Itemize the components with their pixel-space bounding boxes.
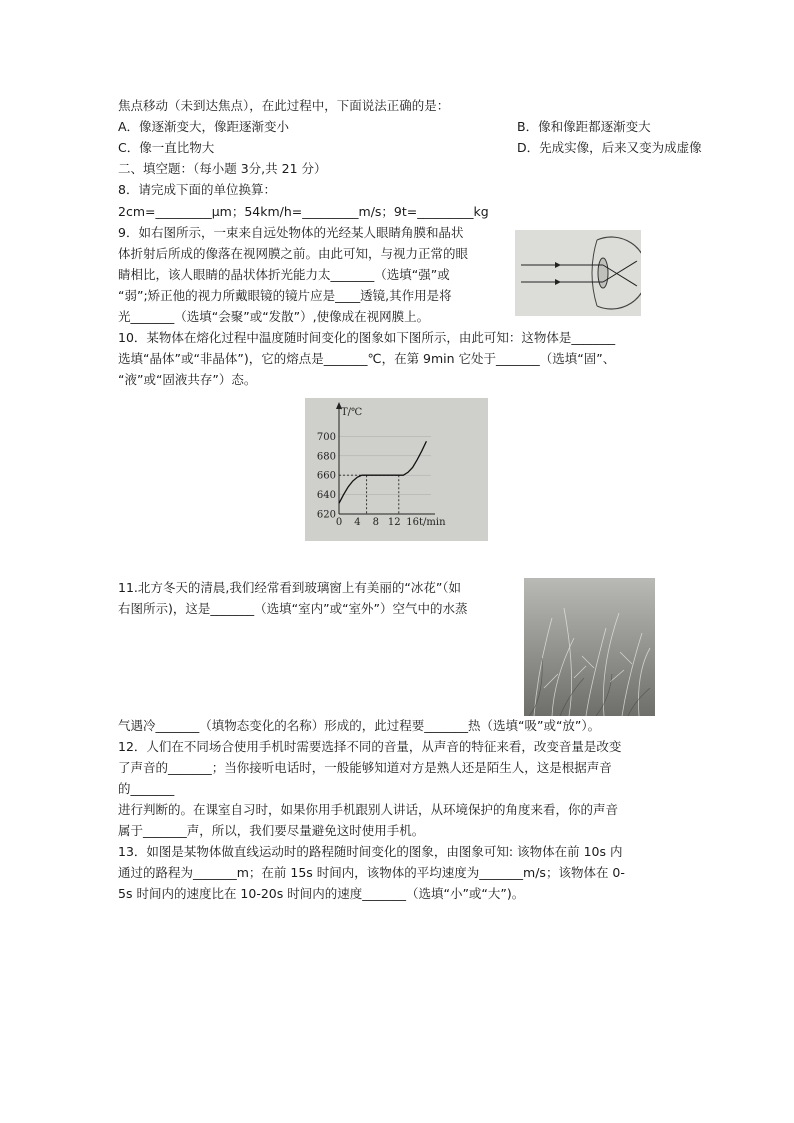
q7-options-row2 — [118, 140, 702, 156]
q7-option-c[interactable]: C．像一直比物大 — [118, 140, 215, 155]
q10-line3: “液”或“固液共存”）态。 — [118, 372, 257, 387]
q9-line5: 光_______（选填“会聚”或“发散”）,使像成在视网膜上。 — [118, 309, 430, 324]
x-axis-label: t/min — [419, 517, 446, 528]
y-tick-label: 640 — [316, 490, 336, 502]
q11-line1: 11.北方冬天的清晨,我们经常看到玻璃窗上有美丽的“冰花”（如 — [118, 580, 462, 595]
q9-line1: 9．如右图所示，一束来自远处物体的光经某人眼睛角膜和晶状 — [118, 225, 464, 240]
q7-option-a[interactable]: A．像逐渐变大，像距逐渐变小 — [118, 119, 290, 134]
q8-stem: 8．请完成下面的单位换算： — [118, 182, 276, 197]
x-tick-label: 0 — [335, 517, 343, 528]
q7-stem: 焦点移动（未到达焦点），在此过程中，下面说法正确的是： — [118, 98, 450, 113]
q9-line2: 体折射后所成的像落在视网膜之前。由此可知，与视力正常的眼 — [118, 246, 469, 261]
melting-graph — [305, 398, 488, 541]
y-tick-label: 660 — [316, 470, 336, 482]
x-tick-label: 8 — [372, 517, 379, 528]
x-tick-label: 16 — [406, 517, 419, 528]
q7-option-b[interactable]: B．像和像距都逐渐变大 — [517, 119, 651, 134]
q7-options-row1 — [118, 119, 651, 135]
ice-flower-photo — [524, 578, 655, 716]
q7-option-d[interactable]: D．先成实像，后来又变为成虚像 — [517, 140, 702, 155]
q12-line5: 属于_______声，所以，我们要尽量避免这时使用手机。 — [118, 823, 425, 838]
q12-line2: 了声音的_______；当你接听电话时，一般能够知道对方是熟人还是陌生人，这是根据声音 — [118, 760, 612, 775]
q9-line3: 睛相比，该人眼睛的晶状体折光能力太_______（选填“强”或 — [118, 267, 450, 282]
q11-line2: 右图所示)，这是_______（选填“室内”或“室外”）空气中的水蒸 — [118, 601, 468, 616]
q13-line2: 通过的路程为_______m；在前 15s 时间内，该物体的平均速度为_______m/s；该物体在 0- — [118, 865, 625, 880]
eye-diagram-svg — [515, 230, 641, 316]
y-tick-label: 680 — [316, 451, 336, 463]
q10-line1: 10．某物体在熔化过程中温度随时间变化的图象如下图所示，由此可知：这物体是_______ — [118, 330, 616, 345]
x-tick-label: 12 — [387, 517, 401, 528]
q12-line3: 的_______ — [118, 781, 175, 796]
q10-line2: 选填“晶体”或“非晶体”)，它的熔点是_______℃，在第 9min 它处于_______（选填“固”、 — [118, 351, 616, 366]
x-tick-label: 4 — [354, 517, 361, 528]
section-heading: 二、填空题：（每小题 3分,共 21 分） — [118, 161, 327, 176]
q9-line4: “弱”;矫正他的视力所戴眼镜的镜片应是____透镜,其作用是将 — [118, 288, 452, 303]
q8-conversions: 2cm=_________μm；54km/h=_________m/s；9t=_________kg — [118, 204, 489, 219]
y-tick-label: 620 — [316, 509, 336, 521]
ice-flower-photo-svg — [524, 578, 655, 716]
q13-line3: 5s 时间内的速度比在 10-20s 时间内的速度_______（选填“小”或“大”)。 — [118, 886, 525, 901]
q12-line4: 进行判断的。在课室自习时，如果你用手机跟别人讲话，从环境保护的角度来看，你的声音 — [118, 802, 619, 817]
q11-line3: 气遇冷_______（填物态变化的名称）形成的，此过程要_______热（选填“吸”或“放”）。 — [118, 718, 601, 733]
eye-diagram — [515, 230, 641, 316]
melting-graph-svg — [305, 398, 488, 541]
melting-curve — [339, 441, 426, 503]
y-axis-label: T/℃ — [341, 407, 363, 418]
q13-line1: 13．如图是某物体做直线运动时的路程随时间变化的图象，由图象可知: 该物体在前 10s 内 — [118, 844, 623, 859]
lens — [598, 258, 608, 288]
q12-line1: 12．人们在不同场合使用手机时需要选择不同的音量，从声音的特征来看，改变音量是改变 — [118, 739, 622, 754]
y-tick-label: 700 — [316, 431, 336, 443]
